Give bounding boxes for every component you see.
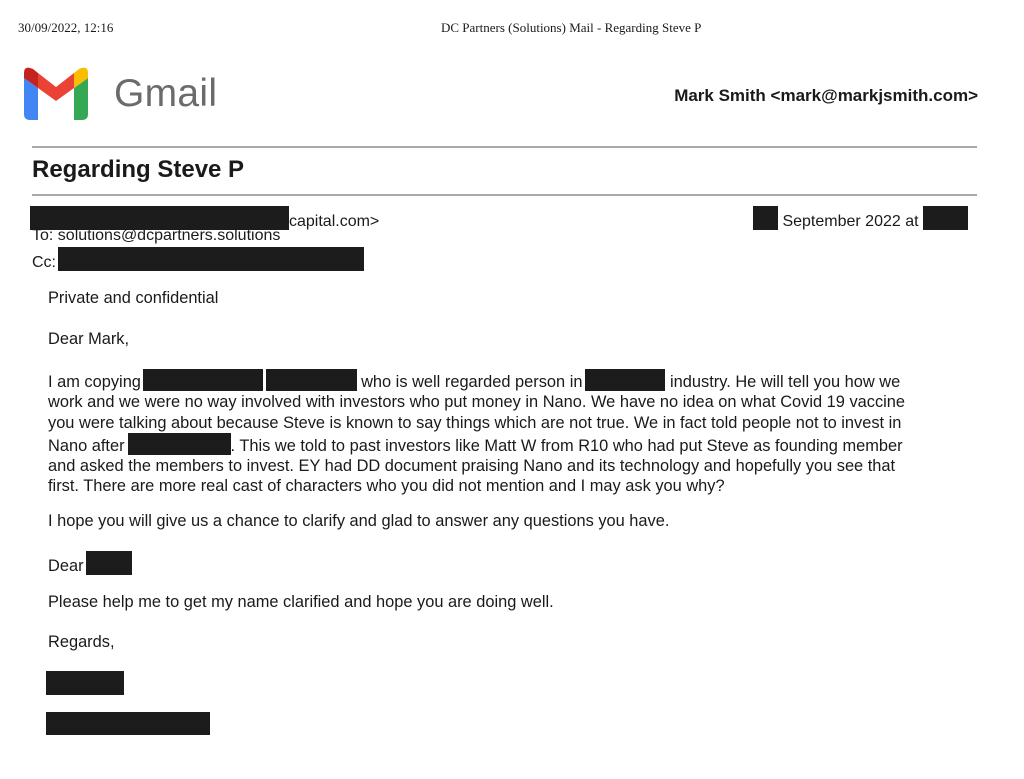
redaction	[585, 369, 665, 391]
signature-redaction	[46, 671, 124, 695]
divider-subject	[32, 194, 977, 196]
redaction	[128, 433, 231, 455]
body-paragraph	[48, 369, 978, 497]
gmail-logo-icon	[24, 66, 88, 125]
redaction	[266, 369, 357, 391]
redaction	[923, 206, 968, 230]
body-line: I am copying who is well regarded person in industry. He will tell you how we	[48, 369, 978, 392]
body-paragraph: Regards,	[48, 633, 115, 651]
email-subject: Regarding Steve P	[32, 156, 245, 183]
body-paragraph: Please help me to get my name clarified and hope you are doing well.	[48, 593, 554, 611]
body-line: you were talking about because Steve is known to say things which are not true. We in fact told people not to invest in	[48, 413, 902, 432]
body-line: and asked the members to invest. EY had DD document praising Nano and its technology and hopefully you see that	[48, 457, 896, 476]
body-line: first. There are more real cast of characters who you did not mention and I may ask you why?	[48, 477, 725, 496]
from-domain: capital.com>	[289, 213, 380, 230]
gmail-logo-text: Gmail	[114, 72, 218, 115]
redaction	[753, 206, 778, 230]
redaction	[86, 551, 132, 575]
date-line	[753, 206, 968, 231]
date-text: September 2022 at	[782, 213, 919, 230]
divider-top	[32, 146, 977, 148]
print-page-title: DC Partners (Solutions) Mail - Regarding Steve P	[441, 20, 702, 35]
body-line: Nano after . This we told to past investors like Matt W from R10 who had put Steve as founding member	[48, 433, 978, 456]
body-paragraph: Dear Mark,	[48, 330, 130, 348]
redaction	[58, 247, 364, 271]
signature-redaction	[46, 712, 210, 735]
body-paragraph: Private and confidential	[48, 289, 219, 307]
body-line: work and we were no way involved with investors who put money in Nano. We have no idea on what Covid 19 vaccine	[48, 393, 906, 412]
cc-line	[32, 247, 364, 272]
account-address: Mark Smith <mark@markjsmith.com>	[674, 86, 978, 105]
body-paragraph: I hope you will give us a chance to clarify and glad to answer any questions you have.	[48, 512, 670, 530]
redaction	[143, 369, 263, 391]
body-paragraph: Dear	[48, 551, 978, 576]
to-line: To: solutions@dcpartners.solutions	[32, 227, 281, 244]
print-datetime: 30/09/2022, 12:16	[18, 20, 114, 35]
cc-label: Cc:	[32, 254, 56, 271]
